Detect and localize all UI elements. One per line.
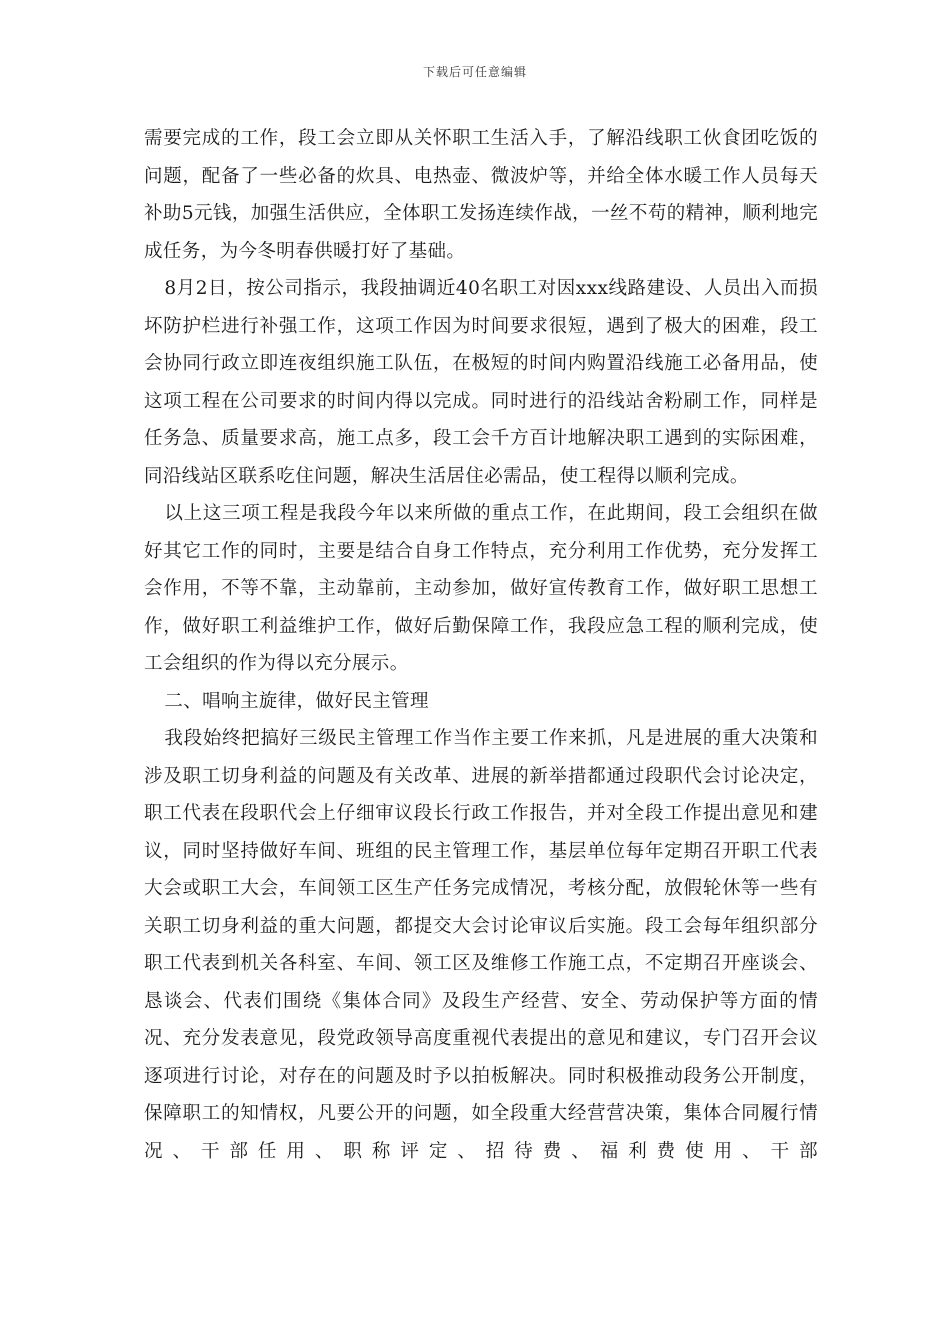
- section-heading: 二、唱响主旋律，做好民主管理: [164, 690, 429, 712]
- page-header: 下载后可任意编辑: [422, 65, 527, 79]
- paragraph-continuation: 需要完成的工作，段工会立即从关怀职工生活入手，了解沿线职工伙食团吃饭的问题，配备了一些必备的炊具、电热壶、微波炉等，并给全体水暖工作人员每天补助5元钱，加强生活供应，全体职工发扬连续作战，一丝不苟的精神，顺利地完成任务，为今冬明春供暖打好了基础。: [144, 128, 818, 262]
- document-body: [144, 120, 818, 1170]
- paragraph-august-work: 8月2日，按公司指示，我段抽调近40名职工对因xxx线路建设、人员出入而损坏防护栏进行补强工作，这项工作因为时间要求很短，遇到了极大的困难，段工会协同行政立即连夜组织施工队伍，在极短的时间内购置沿线施工必备用品，使这项工程在公司要求的时间内得以完成。同时进行的沿线站舍粉刷工作，同样是任务急、质量要求高，施工点多，段工会千方百计地解决职工遇到的实际困难，同沿线站区联系吃住问题，解决生活居住必需品，使工程得以顺利完成。: [144, 278, 818, 487]
- paragraph-democratic-management: 我段始终把搞好三级民主管理工作当作主要工作来抓，凡是进展的重大决策和涉及职工切身利益的问题及有关改革、进展的新举措都通过段职代会讨论决定，职工代表在段职代会上仔细审议段长行政工作报告，并对全段工作提出意见和建议，同时坚持做好车间、班组的民主管理工作，基层单位每年定期召开职工代表大会或职工大会，车间领工区生产任务完成情况，考核分配，放假轮休等一些有关职工切身利益的重大问题，都提交大会讨论审议后实施。段工会每年组织部分职工代表到机关各科室、车间、领工区及维修工作施工点，不定期召开座谈会、恳谈会、代表们围绕《集体合同》及段生产经营、安全、劳动保护等方面的情况、充分发表意见，段党政领导高度重视代表提出的意见和建议，专门召开会议逐项进行讨论，对存在的问题及时予以拍板解决。同时积极推动段务公开制度，保障职工的知情权，凡要公开的问题，如全段重大经营营决策，集体合同履行情况、干部任用、职称评定、招待费、福利费使用、干部: [144, 728, 818, 1162]
- paragraph-summary: 以上这三项工程是我段今年以来所做的重点工作，在此期间，段工会组织在做好其它工作的同时，主要是结合自身工作特点，充分利用工作优势，充分发挥工会作用，不等不靠，主动靠前，主动参加，做好宣传教育工作，做好职工思想工作，做好职工利益维护工作，做好后勤保障工作，我段应急工程的顺利完成，使工会组织的作为得以充分展示。: [144, 503, 818, 674]
